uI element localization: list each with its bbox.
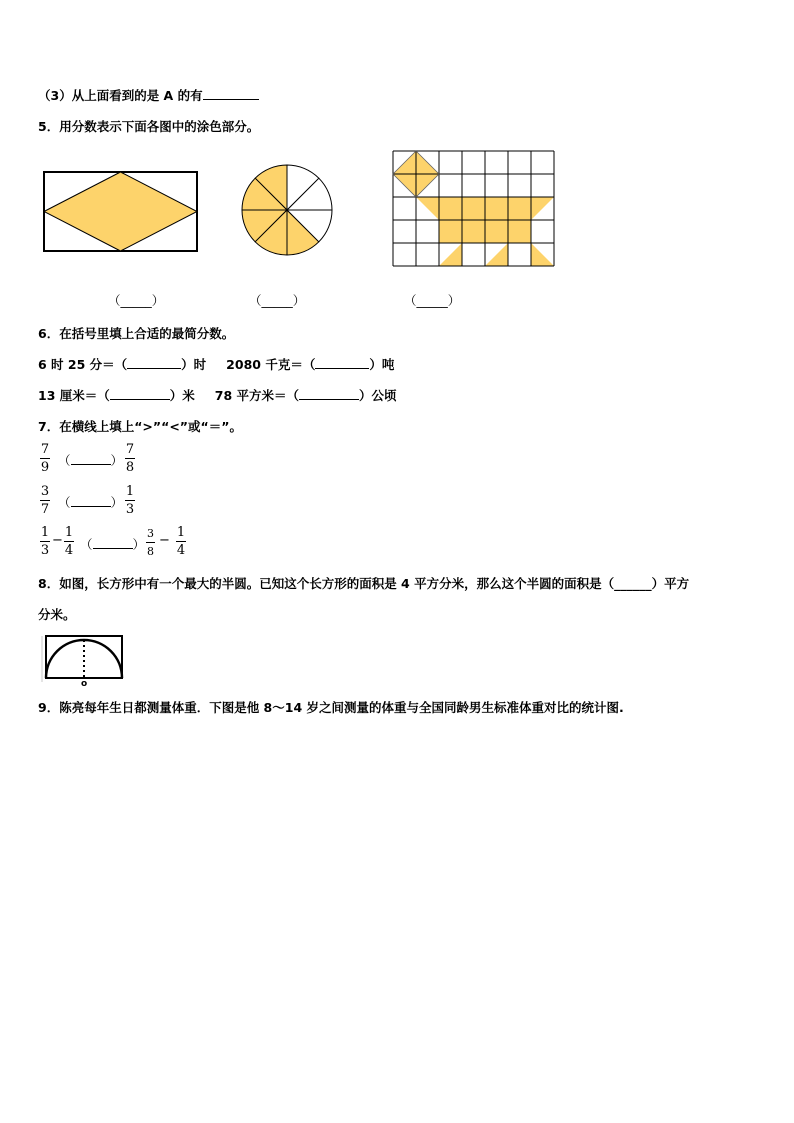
q5-text: 用分数表示下面各图中的涂色部分。 (59, 119, 260, 134)
q4-part3-label: （3）从上面看到的是 A 的有 (38, 88, 203, 103)
q6-r1-b-left: 2080 千克＝（ (226, 357, 316, 372)
q7-r2-blank[interactable]: （ ） (58, 495, 124, 510)
q6-r1-a-right: ）时 (181, 357, 207, 372)
q4-part3-answer-blank[interactable] (203, 87, 259, 100)
q5-prompt (38, 117, 259, 135)
q7-number: 7． (38, 419, 60, 434)
q7-r3-minus-left: − (52, 533, 63, 548)
q6-number: 6． (38, 326, 60, 341)
q5-figure-circle (239, 162, 335, 258)
q7-r2-left-fraction: 3 7 (40, 484, 50, 517)
shaded-foot (439, 243, 462, 266)
q6-row1 (38, 355, 394, 373)
q6-r2-a-blank[interactable] (110, 387, 170, 400)
q6-r2-b-left: 78 平方米＝（ (214, 388, 300, 403)
q9-text: 陈亮每年生日都测量体重．下图是他 8～14 岁之间测量的体重与全国同龄男生标准体重对比的统计图. (59, 700, 624, 715)
shaded-foot (531, 243, 554, 266)
q6-r2-a-right: ）米 (169, 388, 195, 403)
q5-answer-2[interactable]: （_____） (249, 293, 306, 308)
q5-figure-grid (391, 150, 559, 272)
shaded-foot (485, 243, 508, 266)
center-label: o (81, 679, 88, 688)
q7-r3-right-b-fraction: 1 4 (176, 525, 186, 558)
q6-prompt (38, 324, 234, 342)
q8-prompt-line2: 分米。 (38, 607, 76, 622)
q7-r3-left-a-fraction: 1 3 (40, 525, 50, 558)
q7-r3-right-a-fraction: 3 8 (147, 527, 154, 558)
q8-figure-semicircle (40, 634, 126, 688)
q7-r3-blank[interactable]: （ ） (80, 537, 146, 552)
q7-r1-right-fraction: 7 8 (125, 442, 135, 475)
q7-r2-right-fraction: 1 3 (125, 484, 135, 517)
q9-prompt (38, 698, 624, 716)
q8-prompt-line1 (38, 574, 689, 592)
q7-r3-minus-right: − (159, 533, 170, 548)
q5-number: 5． (38, 119, 60, 134)
q6-r1-b-blank[interactable] (315, 356, 369, 369)
q6-r2-a-left: 13 厘米＝（ (38, 388, 110, 403)
q9-number: 9． (38, 700, 60, 715)
q7-r1-blank[interactable]: （ ） (58, 453, 124, 468)
q6-r1-a-blank[interactable] (127, 356, 181, 369)
q7-prompt (38, 417, 242, 435)
q7-r1-left-fraction: 7 9 (40, 442, 50, 475)
q6-r1-b-right: ）吨 (369, 357, 395, 372)
q5-answer-3[interactable]: （_____） (404, 293, 461, 308)
q8-text-line1: 如图，长方形中有一个最大的半圆。已知这个长方形的面积是 4 平方分米，那么这个半圆的面积是（______）平方 (59, 576, 690, 591)
q5-figure-rhombus (43, 171, 199, 253)
q6-r2-b-blank[interactable] (299, 387, 359, 400)
q4-part3 (38, 86, 259, 104)
q7-text: 在横线上填上“>”“<”或“＝”。 (59, 419, 242, 434)
q5-answer-1[interactable]: （_____） (108, 293, 165, 308)
q7-r3-left-b-fraction: 1 4 (64, 525, 74, 558)
q6-r2-b-right: ）公顷 (359, 388, 397, 403)
q6-row2 (38, 386, 397, 404)
q8-number: 8． (38, 576, 60, 591)
q6-r1-a-left: 6 时 25 分＝（ (38, 357, 128, 372)
q6-text: 在括号里填上合适的最简分数。 (59, 326, 235, 341)
shaded-rhombus (44, 172, 197, 251)
